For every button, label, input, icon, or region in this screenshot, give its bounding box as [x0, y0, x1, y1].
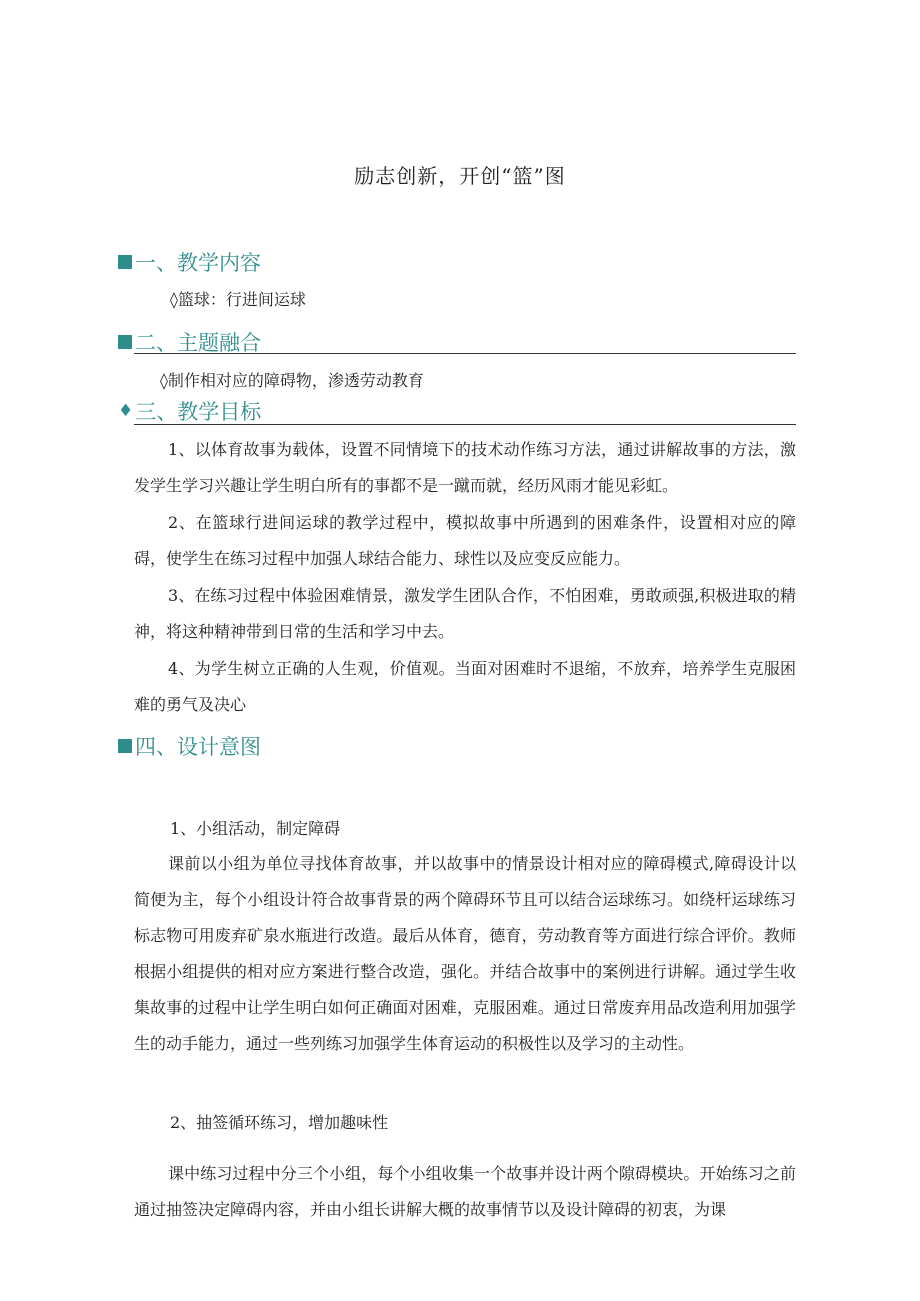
section-heading-text: 四、设计意图	[135, 735, 261, 759]
design-paragraph: 课中练习过程中分三个小组，每个小组收集一个故事并设计两个隙碍模块。开始练习之前通过抽签决定障碍内容，并由小组长讲解大概的故事情节以及设计障碍的初衷，为课	[134, 1164, 796, 1219]
section-item: ◊篮球：行进间运球	[170, 290, 306, 309]
section-heading-content	[118, 247, 261, 277]
diamond-bullet-icon: ♦	[118, 401, 134, 421]
goal-paragraph: 4、为学生树立正确的人生观，价值观。当面对困难时不退缩，不放弃，培养学生克服困难的勇气及决心	[134, 659, 796, 714]
square-bullet-icon	[118, 739, 132, 753]
section-heading-text: 一、教学内容	[135, 251, 261, 275]
subheading: 1、小组活动，制定障碍	[170, 819, 341, 838]
document-title: 励志创新，开创“篮”图	[354, 164, 566, 188]
goal-paragraph: 3、在练习过程中体验困难情景，激发学生团队合作，不怕困难，勇敢顽强,积极进取的精神，将这种精神带到日常的生活和学习中去。	[134, 586, 796, 641]
section-item: ◊制作相对应的障碍物，渗透劳动教育	[160, 371, 424, 390]
section-heading-goals	[118, 396, 261, 426]
goal-paragraph: 1、以体育故事为载体，设置不同情境下的技术动作练习方法，通过讲解故事的方法，激发学生学习兴趣让学生明白所有的事都不是一蹴而就，经历风雨才能见彩虹。	[134, 440, 796, 495]
subheading: 2、抽签循环练习，增加趣味性	[170, 1113, 389, 1132]
goal-paragraph: 2、在篮球行进间运球的教学过程中，模拟故事中所遇到的困难条件，设置相对应的障碍，使学生在练习过程中加强人球结合能力、球性以及应变反应能力。	[134, 513, 796, 568]
divider	[134, 353, 796, 354]
square-bullet-icon	[118, 255, 132, 269]
square-bullet-icon	[118, 335, 132, 349]
section-heading-design	[118, 731, 261, 761]
section-heading-text: 二、主题融合	[135, 331, 261, 355]
design-paragraph: 课前以小组为单位寻找体育故事，并以故事中的情景设计相对应的障碍模式,障碍设计以简便为主，每个小组设计符合故事背景的两个障碍环节且可以结合运球练习。如绕杆运球练习标志物可用废弃矿泉水瓶进行改造。最后从体育，德育，劳动教育等方面进行综合评价。教师根据小组提供的相对应方案进行整合改造，强化。并结合故事中的案例进行讲解。通过学生收集故事的过程中让学生明白如何正确面对困难，克服困难。通过日常废弃用品改造利用加强学生的动手能力，通过一些列练习加强学生体育运动的积极性以及学习的主动性。	[134, 854, 796, 1053]
section-heading-text: 三、教学目标	[135, 400, 262, 424]
divider	[134, 424, 796, 425]
